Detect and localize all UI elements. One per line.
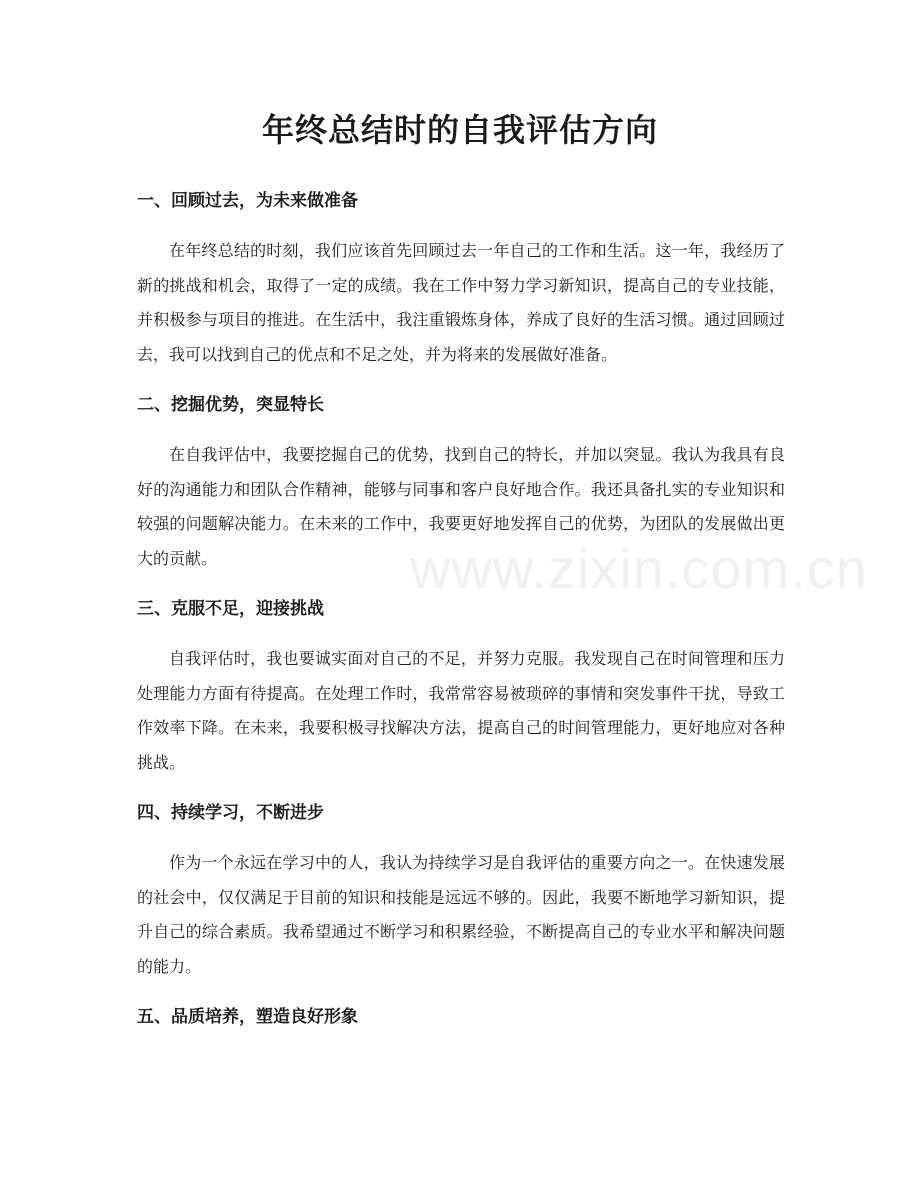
watermark: www.zixin.com.cn: [410, 537, 868, 600]
section-heading-3: 三、克服不足，迎接挑战: [137, 599, 324, 619]
section-heading-1: 一、回顾过去，为未来做准备: [137, 191, 358, 211]
section-paragraph-4: 作为一个永远在学习中的人，我认为持续学习是自我评估的重要方向之一。在快速发展的社会中，仅仅满足于目前的知识和技能是远远不够的。因此，我要不断地学习新知识，提升自己的综合素质。我希望通过不断学习和积累经验，不断提高自己的专业水平和解决问题的能力。: [137, 853, 785, 976]
section-paragraph-2: 在自我评估中，我要挖掘自己的优势，找到自己的特长，并加以突显。我认为我具有良好的沟通能力和团队合作精神，能够与同事和客户良好地合作。我还具备扎实的专业知识和较强的问题解决能力。在未来的工作中，我要更好地发挥自己的优势，为团队的发展做出更大的贡献。: [137, 445, 785, 568]
document-title: 年终总结时的自我评估方向: [261, 111, 658, 149]
section-heading-2: 二、挖掘优势，突显特长: [137, 395, 324, 415]
section-heading-5: 五、品质培养，塑造良好形象: [137, 1007, 358, 1027]
section-paragraph-1: 在年终总结的时刻，我们应该首先回顾过去一年自己的工作和生活。这一年，我经历了新的挑战和机会，取得了一定的成绩。我在工作中努力学习新知识，提高自己的专业技能，并积极参与项目的推进。在生活中，我注重锻炼身体，养成了良好的生活习惯。通过回顾过去，我可以找到自己的优点和不足之处，并为将来的发展做好准备。: [137, 241, 785, 364]
section-heading-4: 四、持续学习，不断进步: [137, 803, 324, 823]
document-body: [137, 186, 785, 1032]
section-paragraph-3: 自我评估时，我也要诚实面对自己的不足，并努力克服。我发现自己在时间管理和压力处理能力方面有待提高。在处理工作时，我常常容易被琐碎的事情和突发事件干扰，导致工作效率下降。在未来，我要积极寻找解决方法，提高自己的时间管理能力，更好地应对各种挑战。: [137, 649, 785, 772]
